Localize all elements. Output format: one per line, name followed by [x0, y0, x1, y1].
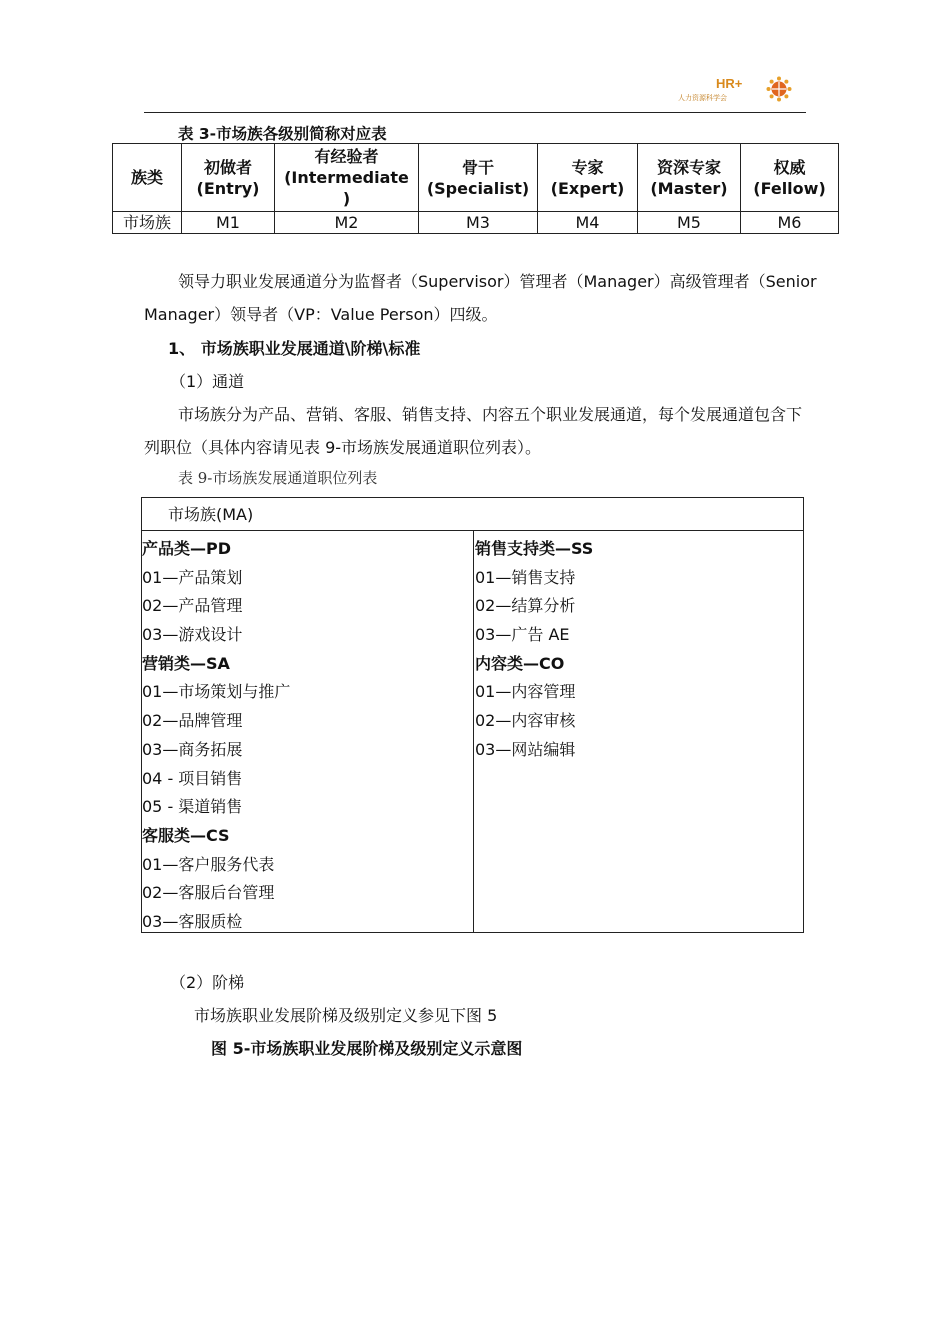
- list-item: 04 - 项目销售: [142, 768, 243, 788]
- list-item: 02—客服后台管理: [142, 883, 275, 903]
- list-item: 02—产品管理: [142, 596, 243, 616]
- table-cell: M5: [638, 212, 741, 234]
- left-column: [142, 535, 290, 937]
- list-item: 02—内容审核: [475, 711, 576, 731]
- list-item-category: 内容类—CO: [475, 653, 565, 673]
- header-cell-entry: 初做者 (Entry): [182, 144, 275, 212]
- subheading-channel: （1）通道: [170, 372, 245, 391]
- list-item: 01—销售支持: [475, 567, 576, 587]
- list-item: 02—结算分析: [475, 596, 576, 616]
- paragraph-leadership-line2: Manager）领导者（VP：Value Person）四级。: [144, 305, 498, 324]
- list-item: 01—市场策划与推广: [142, 682, 291, 702]
- list-item: 03—广告 AE: [475, 625, 570, 645]
- list-item: 05 - 渠道销售: [142, 797, 243, 817]
- header-cell-master: 资深专家 (Master): [638, 144, 741, 212]
- list-item-category: 销售支持类—SS: [475, 539, 594, 558]
- list-item-category: 客服类—CS: [142, 825, 230, 845]
- subheading-ladder: （2）阶梯: [170, 973, 245, 992]
- header-cell-fellow: 权威 (Fellow): [741, 144, 839, 212]
- table-cell: M4: [538, 212, 638, 234]
- header-cell-specialist: 骨干 (Specialist): [419, 144, 538, 212]
- paragraph-leadership-line1: 领导力职业发展通道分为监督者（Supervisor）管理者（Manager）高级管理者（Senior: [178, 272, 817, 291]
- list-item: 03—商务拓展: [142, 739, 243, 759]
- right-column: [475, 535, 593, 765]
- table-header-row: [113, 144, 839, 212]
- table9-caption: 表 9-市场族发展通道职位列表: [178, 469, 378, 487]
- list-item: 02—品牌管理: [142, 711, 243, 731]
- list-item: 01—客户服务代表: [142, 854, 275, 874]
- list-item: 01—内容管理: [475, 682, 576, 702]
- table-row: [113, 212, 839, 234]
- table-cell: M2: [275, 212, 419, 234]
- list-item: 03—客服质检: [142, 911, 243, 931]
- paragraph-channels-line1: 市场族分为产品、营销、客服、销售支持、内容五个职业发展通道，每个发展通道包含下: [178, 405, 803, 424]
- sun-logo-icon: [766, 76, 792, 102]
- list-item: 01—产品策划: [142, 567, 243, 587]
- figure5-caption: 图 5-市场族职业发展阶梯及级别定义示意图: [211, 1039, 523, 1058]
- table-title-row: [142, 498, 803, 531]
- header-cell-expert: 专家 (Expert): [538, 144, 638, 212]
- table-cell: M6: [741, 212, 839, 234]
- column-divider: [473, 531, 474, 933]
- table-cell: 市场族: [113, 212, 182, 234]
- position-list-table: [141, 497, 804, 933]
- list-item: 03—网站编辑: [475, 739, 576, 759]
- table3-caption: 表 3-市场族各级别简称对应表: [178, 125, 387, 143]
- header-cell-intermediate: 有经验者 (Intermediate ): [275, 144, 419, 212]
- paragraph-channels-line2: 列职位（具体内容请见表 9-市场族发展通道职位列表）。: [144, 438, 542, 457]
- header-rule: [144, 112, 806, 113]
- header-cell-family: 族类: [113, 144, 182, 212]
- table-cell: M1: [182, 212, 275, 234]
- logo-text: HR+: [716, 76, 743, 91]
- section-heading: 1、 市场族职业发展通道\阶梯\标准: [168, 339, 421, 358]
- table-title: 市场族(MA): [168, 505, 254, 524]
- list-item-category: 营销类—SA: [142, 653, 230, 673]
- logo-subtitle: 人力资源科学会: [678, 94, 727, 102]
- list-item-category: 产品类—PD: [142, 539, 232, 558]
- table-cell: M3: [419, 212, 538, 234]
- header-logo: [678, 72, 798, 112]
- level-abbreviation-table: [112, 143, 839, 234]
- paragraph-ladder: 市场族职业发展阶梯及级别定义参见下图 5: [194, 1006, 498, 1025]
- list-item: 03—游戏设计: [142, 625, 243, 645]
